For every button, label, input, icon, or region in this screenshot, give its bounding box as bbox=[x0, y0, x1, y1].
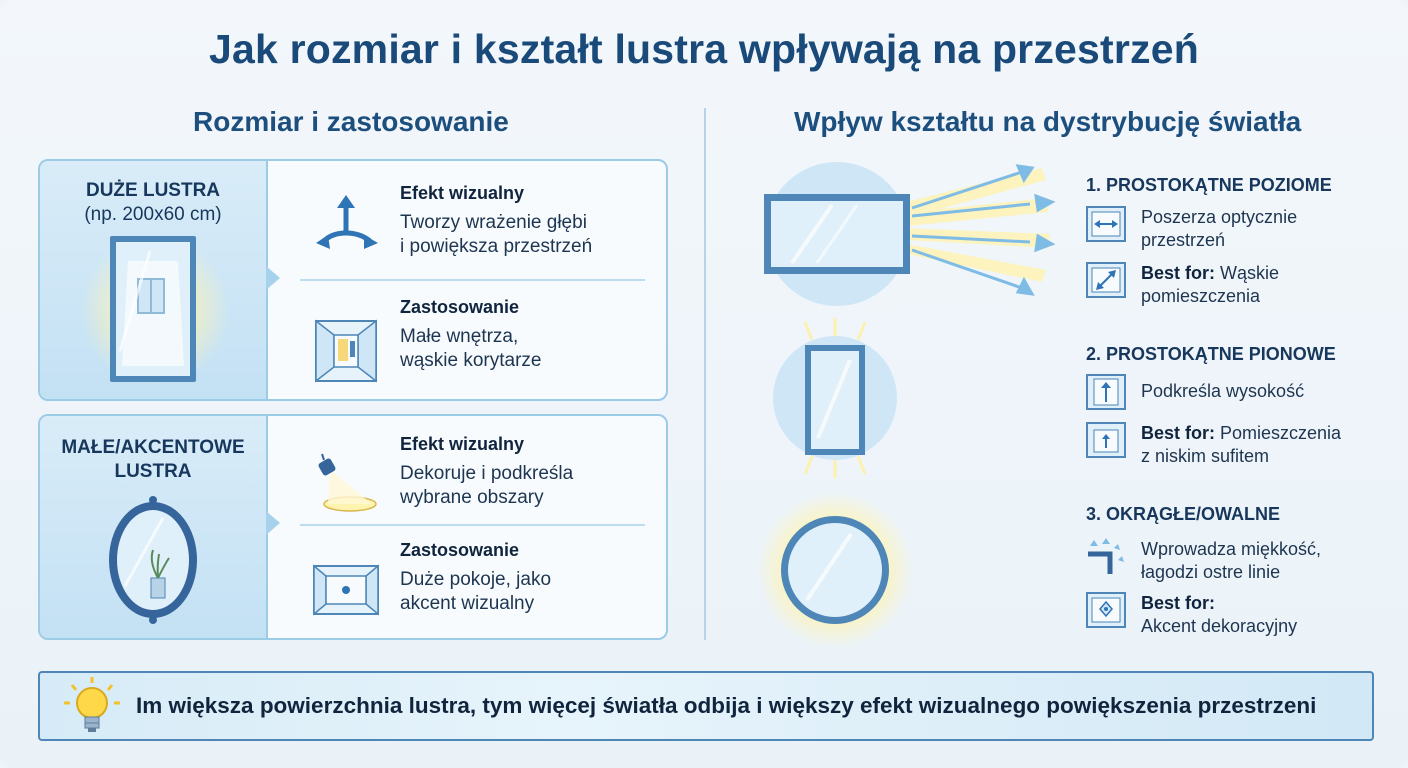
shape1-item2-text bbox=[1141, 262, 1386, 308]
card2-pointer bbox=[266, 511, 280, 535]
small-mirrors-panel bbox=[40, 416, 268, 638]
shape-round-title: 3. OKRĄGŁE/OWALNE bbox=[1086, 504, 1281, 524]
widen-icon bbox=[1086, 206, 1126, 242]
usage-title-2: Zastosowanie bbox=[400, 540, 520, 560]
large-mirrors-card bbox=[38, 159, 668, 401]
summary-banner bbox=[38, 671, 1374, 741]
low-ceiling-icon bbox=[1086, 422, 1126, 458]
shape-vertical-title: 2. PROSTOKĄTNE PIONOWE bbox=[1086, 344, 1336, 364]
large-mirrors-label bbox=[40, 179, 266, 227]
lightbulb-icon bbox=[58, 675, 126, 737]
shape1-item1-line2: przestrzeń bbox=[1141, 230, 1226, 250]
small-mirrors-title-2: LUSTRA bbox=[114, 461, 192, 482]
expand-arrows-icon bbox=[312, 193, 380, 261]
card1-pointer bbox=[266, 266, 280, 290]
tall-mirror-illustration bbox=[80, 231, 230, 391]
summary-text: Im większa powierzchnia lustra, tym więcej światła odbija i większy efekt wizualnego powiększenia przestrzeni bbox=[136, 693, 1317, 718]
best-for-label: Best for: bbox=[1141, 423, 1216, 443]
shape1-item2 bbox=[1086, 262, 1386, 312]
visual-effect-row-2 bbox=[300, 434, 645, 524]
usage-row-2 bbox=[300, 540, 645, 630]
visual-effect-line2: i powiększa przestrzeń bbox=[400, 236, 593, 257]
shape3-item2-line2: Akcent dekoracyjny bbox=[1141, 616, 1298, 636]
shape-horizontal-title: 1. PROSTOKĄTNE POZIOME bbox=[1086, 175, 1332, 195]
up-arrow-icon bbox=[1086, 374, 1126, 410]
usage-row bbox=[300, 297, 645, 387]
room-accent-icon bbox=[312, 556, 380, 624]
usage-desc-2 bbox=[400, 568, 650, 616]
page-title: Jak rozmiar i kształt lustra wpływają na przestrzeń bbox=[208, 26, 1200, 72]
oval-mirror-illustration bbox=[103, 496, 203, 626]
shape2-item1-text bbox=[1141, 380, 1386, 403]
usage-title: Zastosowanie bbox=[400, 297, 520, 317]
decor-accent-icon bbox=[1086, 592, 1126, 628]
shape3-item2 bbox=[1086, 592, 1386, 642]
shape3-item1 bbox=[1086, 538, 1386, 588]
large-mirrors-title: DUŻE LUSTRA bbox=[85, 180, 221, 201]
shape1-item1-line1: Poszerza optycznie bbox=[1141, 207, 1298, 227]
section-divider bbox=[704, 108, 706, 640]
shape2-item2-line2: z niskim sufitem bbox=[1141, 446, 1270, 466]
round-mirror-illustration bbox=[755, 490, 915, 650]
right-section-heading: Wpływ kształtu na dystrybucję światła bbox=[794, 106, 1302, 137]
soft-corner-icon bbox=[1086, 538, 1126, 574]
corridor-icon bbox=[312, 317, 380, 385]
row-separator-2 bbox=[300, 524, 645, 526]
shape2-item1-line1: Podkreśla wysokość bbox=[1141, 381, 1305, 401]
best-for-label: Best for: bbox=[1141, 263, 1216, 283]
small-mirrors-card bbox=[38, 414, 668, 640]
visual-effect-2-line1: Dekoruje i podkreśla bbox=[400, 463, 574, 484]
horizontal-mirror-illustration bbox=[762, 158, 1062, 308]
visual-effect-title: Efekt wizualny bbox=[400, 183, 525, 203]
usage-2-line2: akcent wizualny bbox=[400, 593, 535, 614]
usage-line1: Małe wnętrza, bbox=[400, 326, 519, 347]
large-mirrors-panel bbox=[40, 161, 268, 399]
spotlight-icon bbox=[312, 452, 380, 520]
shape3-item1-text bbox=[1141, 538, 1386, 584]
shape2-item2-line1: Pomieszczenia bbox=[1215, 423, 1342, 443]
usage-desc bbox=[400, 325, 650, 373]
shape3-item1-line2: łagodzi ostre linie bbox=[1141, 562, 1281, 582]
diagonal-arrow-icon bbox=[1086, 262, 1126, 298]
shape1-item1 bbox=[1086, 206, 1386, 256]
shape2-item2-text bbox=[1141, 422, 1386, 468]
visual-effect-title-2: Efekt wizualny bbox=[400, 434, 525, 454]
shape2-item1 bbox=[1086, 374, 1386, 414]
vertical-mirror-illustration bbox=[760, 318, 910, 478]
row-separator bbox=[300, 279, 645, 281]
visual-effect-row bbox=[300, 183, 645, 273]
small-mirrors-label bbox=[40, 436, 266, 484]
usage-line2: wąskie korytarze bbox=[400, 350, 542, 371]
best-for-label: Best for: bbox=[1141, 593, 1216, 613]
large-mirrors-size: (np. 200x60 cm) bbox=[84, 204, 222, 225]
shape1-item2-line2: pomieszczenia bbox=[1141, 286, 1261, 306]
left-section-heading: Rozmiar i zastosowanie bbox=[193, 106, 509, 137]
visual-effect-desc bbox=[400, 211, 650, 259]
shape3-item1-line1: Wprowadza miękkość, bbox=[1141, 539, 1322, 559]
small-mirrors-title: MAŁE/AKCENTOWE bbox=[61, 437, 245, 458]
shape1-item2-line1: Wąskie bbox=[1215, 263, 1280, 283]
shape1-item1-text bbox=[1141, 206, 1386, 252]
shape2-item2 bbox=[1086, 422, 1386, 472]
visual-effect-2-line2: wybrane obszary bbox=[400, 487, 544, 508]
shape3-item2-text bbox=[1141, 592, 1386, 638]
visual-effect-line1: Tworzy wrażenie głębi bbox=[400, 212, 587, 233]
usage-2-line1: Duże pokoje, jako bbox=[400, 569, 552, 590]
visual-effect-desc-2 bbox=[400, 462, 650, 510]
